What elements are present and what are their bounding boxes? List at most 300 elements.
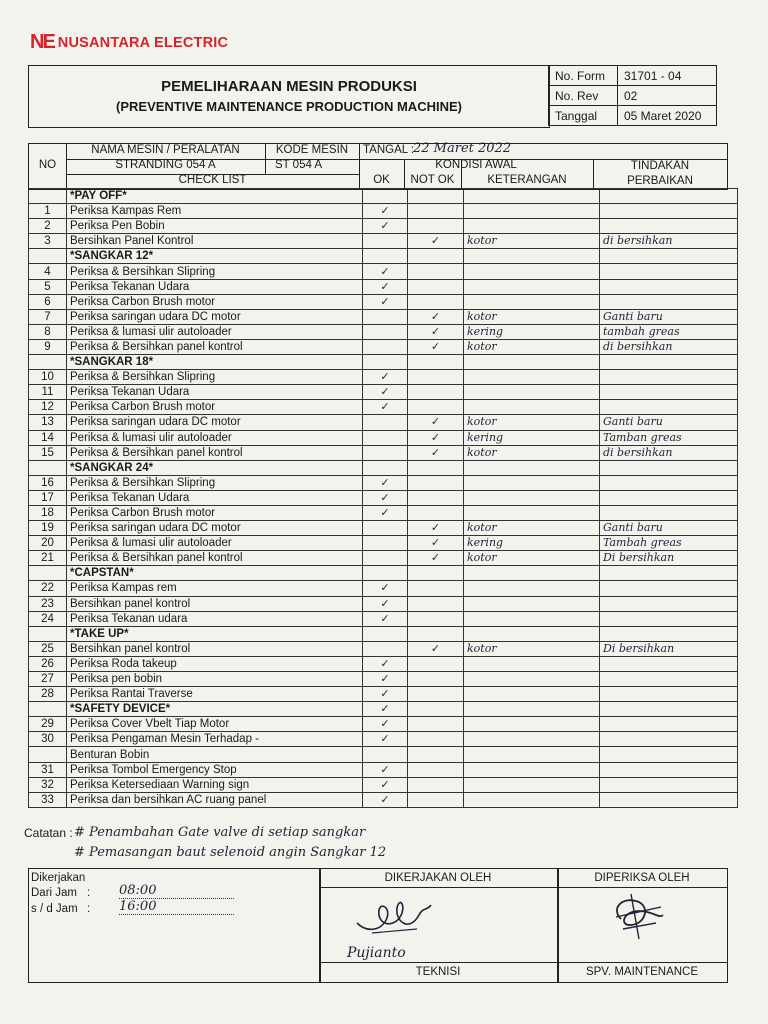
supervisor-signature [601,889,671,949]
tindakan-value [600,309,738,324]
company-logo [30,31,228,54]
spv-label: SPV. MAINTENANCE [585,966,699,978]
meta-label: No. Form [549,66,618,86]
ok-mark [363,596,408,611]
row-number: 1 [29,204,67,219]
keterangan-value [464,415,600,430]
table-row [29,385,738,400]
not-ok-mark [408,702,464,717]
tindakan-value [600,219,738,234]
not-ok-mark [408,777,464,792]
keterangan-value-text: kotor [467,445,497,459]
tindakan-value-text: Ganti baru [603,521,663,535]
table-row [29,430,738,445]
not-ok-mark-text: ✓ [430,339,441,353]
tindakan-value-text: di bersihkan [603,234,673,248]
ok-mark [363,536,408,551]
form-meta-table [548,65,717,126]
check-item: Periksa & lumasi ulir autoloader [67,536,363,551]
row-number [29,460,67,475]
date-value: 22 Maret 2022 [413,141,512,156]
not-ok-mark [408,400,464,415]
check-item: Periksa & Bersihkan Slipring [67,370,363,385]
check-item: *TAKE UP* [67,626,363,641]
keterangan-value [464,204,600,219]
tindakan-value [600,415,738,430]
meta-row [549,106,717,126]
check-item: Periksa & Bersihkan panel kontrol [67,339,363,354]
code-value: ST 054 A [275,159,323,171]
tindakan-value [600,626,738,641]
check-item: Periksa saringan udara DC motor [67,521,363,536]
tindakan-value [600,279,738,294]
tindakan-value [600,204,738,219]
not-ok-mark [408,747,464,762]
ok-mark [363,204,408,219]
not-ok-mark [408,672,464,687]
table-row [29,702,738,717]
meta-label: No. Rev [549,86,618,106]
tindakan-value [600,777,738,792]
table-row [29,732,738,747]
ok-mark-text: ✓ [380,702,390,716]
check-item: Periksa Roda takeup [67,656,363,671]
ok-mark [363,581,408,596]
ok-mark-text: ✓ [380,400,390,414]
tindakan-value [600,430,738,445]
tindakan-value [600,234,738,249]
ok-mark [363,324,408,339]
row-number: 17 [29,490,67,505]
tindakan-value [600,551,738,566]
not-ok-mark [408,385,464,400]
row-number: 22 [29,581,67,596]
not-ok-mark-text: ✓ [430,445,441,459]
notes-label: Catatan : [24,826,73,840]
ok-mark [363,339,408,354]
table-row [29,792,738,807]
table-row [29,264,738,279]
tindakan-value [600,264,738,279]
meta-value: 05 Maret 2020 [618,106,717,126]
meta-value: 31701 - 04 [618,66,717,86]
checklist-label: CHECK LIST [178,174,247,186]
tindakan-value [600,249,738,264]
not-ok-mark [408,445,464,460]
keterangan-value-text: kotor [467,551,497,565]
row-number: 26 [29,656,67,671]
not-ok-mark-text: ✓ [430,521,441,535]
dikerjakan-oleh-label: DIKERJAKAN OLEH [384,872,492,884]
technician-signature [347,893,437,943]
row-number: 6 [29,294,67,309]
row-number: 21 [29,551,67,566]
table-row [29,687,738,702]
tindakan-value [600,611,738,626]
ok-mark-text: ✓ [380,672,390,686]
table-row [29,672,738,687]
tindakan-value [600,445,738,460]
row-number: 9 [29,339,67,354]
tindakan-value [600,536,738,551]
keterangan-value [464,762,600,777]
tindakan-value-text: Ganti baru [603,415,663,429]
ok-mark [363,732,408,747]
ok-mark [363,279,408,294]
note-line: # Penambahan Gate valve di setiap sangkar [74,825,366,840]
not-ok-mark [408,656,464,671]
table-row [29,747,738,762]
keterangan-value [464,505,600,520]
tindakan-value [600,762,738,777]
keterangan-value [464,355,600,370]
tindakan-value [600,732,738,747]
row-number [29,626,67,641]
table-row [29,521,738,536]
row-number: 13 [29,415,67,430]
check-item: Periksa & Bersihkan panel kontrol [67,551,363,566]
date-label: TANGAL : [363,144,415,156]
table-row [29,204,738,219]
ok-mark-text: ✓ [380,475,390,489]
keterangan-value [464,521,600,536]
row-number: 10 [29,370,67,385]
form-subtitle: (PREVENTIVE MAINTENANCE PRODUCTION MACHINE) [116,99,462,114]
check-item: Periksa Carbon Brush motor [67,294,363,309]
sd-jam-value: 16:00 [119,899,234,915]
not-ok-mark-text: ✓ [430,309,441,323]
check-item: Bersihkan panel kontrol [67,641,363,656]
check-item: Periksa & Bersihkan Slipring [67,475,363,490]
keterangan-value [464,596,600,611]
ok-mark [363,505,408,520]
table-row [29,294,738,309]
meta-row [549,66,717,86]
ok-mark [363,551,408,566]
ok-mark [363,460,408,475]
tindakan-value [600,566,738,581]
keterangan-value-text: kering [467,536,504,550]
check-item: Periksa & lumasi ulir autoloader [67,324,363,339]
table-row [29,189,738,204]
dikerjakan-label: Dikerjakan [31,872,86,884]
check-item: Periksa Pen Bobin [67,219,363,234]
check-item: Periksa Kampas Rem [67,204,363,219]
row-number: 8 [29,324,67,339]
form-title: PEMELIHARAAN MESIN PRODUKSI [161,78,417,95]
table-row [29,581,738,596]
tindakan-value [600,702,738,717]
table-row [29,596,738,611]
row-number: 32 [29,777,67,792]
keterangan-value [464,370,600,385]
ok-mark [363,234,408,249]
meta-row [549,86,717,106]
keterangan-value [464,234,600,249]
tindakan-value-text: Tamban greas [603,430,682,444]
row-number: 4 [29,264,67,279]
check-item: Periksa Carbon Brush motor [67,400,363,415]
ok-mark [363,672,408,687]
table-row [29,551,738,566]
not-ok-mark [408,536,464,551]
table-row [29,460,738,475]
ok-mark [363,626,408,641]
row-number [29,249,67,264]
ok-mark [363,747,408,762]
tindakan-value [600,792,738,807]
ok-mark-text: ✓ [380,777,390,791]
not-ok-mark [408,687,464,702]
not-ok-mark [408,475,464,490]
table-row [29,324,738,339]
ok-mark [363,641,408,656]
tindakan-value-text: Ganti baru [603,309,663,323]
ok-mark [363,717,408,732]
diperiksa-oleh-label: DIPERIKSA OLEH [594,872,690,884]
row-number [29,566,67,581]
ok-mark-text: ✓ [380,656,390,670]
code-label: KODE MESIN [275,144,349,156]
table-row [29,717,738,732]
check-item: Periksa saringan udara DC motor [67,415,363,430]
ok-mark-text: ✓ [380,294,390,308]
table-row [29,490,738,505]
not-ok-mark [408,551,464,566]
tindakan-value-text: Tambah greas [603,536,682,550]
check-item: Bersihkan panel kontrol [67,596,363,611]
not-ok-mark [408,279,464,294]
tindakan-value [600,687,738,702]
ok-mark [363,702,408,717]
not-ok-mark-text: ✓ [430,430,441,444]
not-ok-mark [408,762,464,777]
row-number: 29 [29,717,67,732]
keterangan-value [464,611,600,626]
row-number [29,355,67,370]
ok-mark-text: ✓ [380,732,390,746]
check-item: Periksa & Bersihkan panel kontrol [67,445,363,460]
table-row [29,656,738,671]
keterangan-value [464,219,600,234]
teknisi-label: TEKNISI [415,966,461,978]
keterangan-value [464,626,600,641]
keterangan-value [464,339,600,354]
check-item: Periksa Ketersediaan Warning sign [67,777,363,792]
keterangan-value [464,732,600,747]
tindakan-value [600,521,738,536]
not-ok-mark-text: ✓ [430,324,441,338]
keterangan-value-text: kotor [467,641,497,655]
ok-mark [363,189,408,204]
tindakan-value [600,355,738,370]
keterangan-value-text: kering [467,430,504,444]
row-number: 19 [29,521,67,536]
tindakan-value [600,339,738,354]
tindakan-value [600,656,738,671]
keterangan-value [464,279,600,294]
check-item: Periksa Tekanan Udara [67,490,363,505]
worker-name: Pujianto [347,945,406,961]
tindakan-value [600,747,738,762]
ok-mark [363,385,408,400]
footer-box: Dikerjakan Dari Jam s / d Jam : : 08:00 16:00 DIKERJAKAN OLEH DIPERIKSA OLEH Pujianto TEKNISI SPV. MAINTENANCE [28,868,728,983]
ok-mark [363,792,408,807]
check-item: *SANGKAR 24* [67,460,363,475]
ok-mark [363,249,408,264]
tindakan-value [600,385,738,400]
not-ok-mark [408,355,464,370]
note-line: # Pemasangan baut selenoid angin Sangkar 12 [74,845,387,860]
not-ok-mark [408,611,464,626]
keterangan-header: KETERANGAN [487,174,567,186]
row-number: 12 [29,400,67,415]
tindakan-value [600,400,738,415]
check-item: Periksa Tombol Emergency Stop [67,762,363,777]
ok-mark-text: ✓ [380,264,390,278]
keterangan-value-text: kering [467,324,504,338]
not-ok-mark [408,641,464,656]
tindakan-value [600,505,738,520]
keterangan-value [464,264,600,279]
ok-mark-text: ✓ [380,370,390,384]
ok-mark-text: ✓ [380,385,390,399]
tindakan-value [600,475,738,490]
keterangan-value-text: kotor [467,234,497,248]
tindakan-value [600,324,738,339]
logo-mark: NE [30,31,54,53]
keterangan-value [464,400,600,415]
ok-mark-text: ✓ [380,490,390,504]
meta-value: 02 [618,86,717,106]
ok-mark [363,475,408,490]
table-row [29,505,738,520]
row-number: 31 [29,762,67,777]
not-ok-mark [408,324,464,339]
ok-header: OK [373,174,390,186]
not-ok-mark [408,626,464,641]
table-row [29,249,738,264]
check-item: Periksa Carbon Brush motor [67,505,363,520]
check-item: *SANGKAR 18* [67,355,363,370]
ok-mark [363,777,408,792]
check-item: Periksa pen bobin [67,672,363,687]
keterangan-value [464,189,600,204]
ok-mark [363,355,408,370]
table-row [29,762,738,777]
sd-jam-label: s / d Jam [31,903,78,915]
keterangan-value [464,702,600,717]
not-ok-mark [408,370,464,385]
not-ok-mark [408,430,464,445]
dari-jam-label: Dari Jam [31,887,78,899]
ok-mark-text: ✓ [380,581,390,595]
ok-mark [363,294,408,309]
tindakan-value [600,460,738,475]
ok-mark [363,687,408,702]
table-row [29,475,738,490]
keterangan-value [464,792,600,807]
tindakan-value-text: tambah greas [603,324,680,338]
not-ok-mark [408,415,464,430]
row-number: 7 [29,309,67,324]
ok-mark [363,490,408,505]
not-ok-mark [408,234,464,249]
keterangan-value [464,249,600,264]
not-ok-mark-text: ✓ [430,551,441,565]
check-item: Periksa Rantai Traverse [67,687,363,702]
keterangan-value [464,445,600,460]
tindakan-value-text: di bersihkan [603,339,673,353]
row-number: 18 [29,505,67,520]
check-item: Periksa Tekanan udara [67,611,363,626]
row-number: 5 [29,279,67,294]
keterangan-value [464,777,600,792]
not-ok-mark-text: ✓ [430,641,441,655]
not-ok-mark [408,460,464,475]
perbaikan-header: PERBAIKAN [627,175,693,187]
ok-mark-text: ✓ [380,687,390,701]
keterangan-value [464,717,600,732]
table-row [29,279,738,294]
table-row [29,234,738,249]
row-number [29,747,67,762]
keterangan-value [464,581,600,596]
ok-mark [363,762,408,777]
table-row [29,219,738,234]
ok-mark-text: ✓ [380,279,390,293]
not-ok-header: NOT OK [410,174,455,186]
kondisi-label: KONDISI AWAL [435,159,517,171]
ok-mark [363,430,408,445]
tindakan-value-text: di bersihkan [603,445,673,459]
not-ok-mark [408,264,464,279]
keterangan-value-text: kotor [467,415,497,429]
tindakan-value [600,294,738,309]
not-ok-mark [408,249,464,264]
table-row [29,355,738,370]
checklist-table [28,188,738,808]
machine-label: NAMA MESIN / PERALATAN [91,144,240,156]
ok-mark-text: ✓ [380,762,390,776]
table-row [29,309,738,324]
table-row [29,626,738,641]
row-number: 27 [29,672,67,687]
not-ok-mark [408,566,464,581]
ok-mark-text: ✓ [380,219,390,233]
tindakan-value [600,189,738,204]
keterangan-value [464,641,600,656]
keterangan-value [464,566,600,581]
row-number: 33 [29,792,67,807]
not-ok-mark [408,490,464,505]
table-row [29,566,738,581]
check-item: Periksa Tekanan Udara [67,279,363,294]
row-number [29,702,67,717]
table-row [29,400,738,415]
table-row [29,536,738,551]
not-ok-mark [408,521,464,536]
not-ok-mark [408,717,464,732]
machine-value: STRANDING 054 A [115,159,216,171]
not-ok-mark [408,505,464,520]
tindakan-value [600,490,738,505]
check-item: *SAFETY DEVICE* [67,702,363,717]
check-item: Periksa dan bersihkan AC ruang panel [67,792,363,807]
row-number: 2 [29,219,67,234]
check-item: Periksa Kampas rem [67,581,363,596]
ok-mark-text: ✓ [380,611,390,625]
